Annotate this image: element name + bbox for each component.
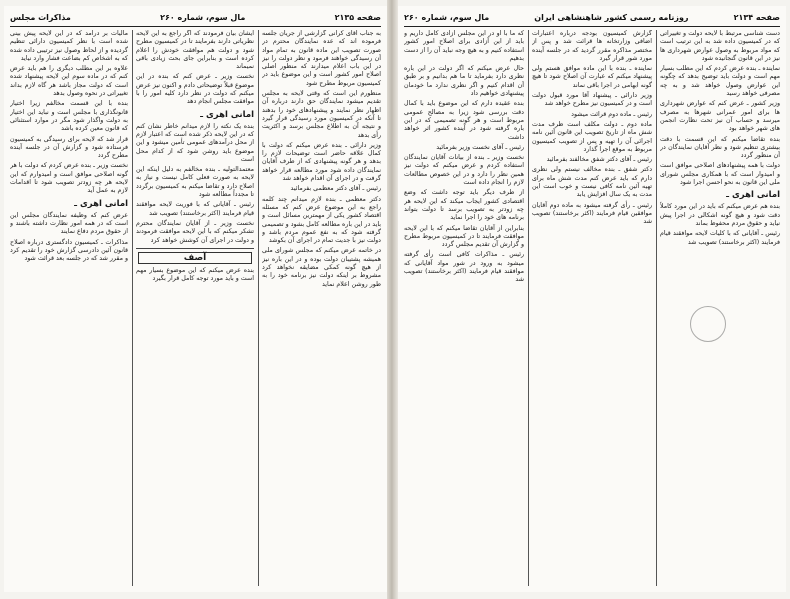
speaker-heading: امانی اهری ـ [726,190,780,201]
paragraph: بنابراین از آقایان تقاضا میکنم که با این لایحه موافقت فرمایند تا در کمیسیون مربوط مطرح و گزارش آن تقدیم مجلس گردد [404,224,524,249]
paragraph: وزیر دارائی ـ بنده عرض میکنم که دولت با کمال علاقه حاضر است توضیحات لازم را بدهد و هر گونه پیشنهادی که از طرف آقایان نمایندگان داده شود مورد مطالعه قرار خواهد گرفت و در اجرای آن اقدام خواهد شد [262,141,381,183]
left-column-3 [10,30,128,588]
left-header-rule [10,26,381,27]
right-page-session: مال سوم، شماره ۲۶۰ [404,13,490,22]
paragraph: دکتر معظمی ـ بنده لازم میدانم چند کلمه راجع به این موضوع عرض کنم که مسئله اقتصاد کشور یکی از مهمترین مسائل است و باید در این باره مطالعه کامل بشود و تصمیمی گرفته شود که به نفع عموم مردم باشد و دولت نیز با جدیت تمام در اجرای آن بکوشد [262,195,381,245]
paragraph: معتمدالتولیه ـ بنده مخالفم به دلیل اینکه این لایحه به صورت فعلی کامل نیست و نیاز به اصلاح دارد و تقاضا میکنم به کمیسیون برگردد تا مجدداً مطالعه شود [136,166,254,199]
paragraph: نماینده ـ بنده عرض کردم که این مطلب بسیار مهم است و دولت باید توضیح بدهد که چگونه این عوارض وصول خواهد شد و به چه مصرفی خواهد رسید [660,65,780,98]
right-page-number: صفحه ۲۱۳۴ [733,13,780,22]
paragraph: دست شناسی مرتبط با لایحه دولت و تغییراتی که در کمیسیون داده شد به این ترتیب است که مواد مربوط به وصول عوارض شهرداری ها نیز در این قانون گنجانیده شود [660,30,780,62]
right-page-title: روزنامه رسمی کشور شاهنشاهی ایران [534,13,689,22]
left-page-title: مذاکرات مجلس [10,13,71,22]
paragraph: مالیات بر درآمد که در این لایحه پیش بینی شده است با نظر کمیسیون دارائی تنظیم گردیده و از لحاظ وصول نیز ترتیبی داده شده که به اشخاص کم بضاعت فشار وارد نیاید [10,30,128,62]
left-column-1 [262,30,381,588]
paragraph: وزیر دارائی ـ پیشنهاد آقا مورد قبول دولت است و در کمیسیون نیز مطرح خواهد شد [532,92,652,108]
right-page-header [404,10,780,25]
paragraph: بنده با این قسمت مخالفم زیرا اختیار قانونگذاری با مجلس است و نباید این اختیار به دولت واگذار شود مگر در موارد استثنائی که قانون معین کرده باشد [10,100,128,133]
right-column-1 [660,30,780,588]
column-rule [656,30,657,586]
paragraph: نخست وزیر ـ از آقایان نمایندگان محترم تشکر میکنم که با این لایحه موافقت فرمودند و دولت در اجرای آن کوشش خواهد کرد [136,219,254,244]
paragraph: نماینده ـ بنده با این ماده موافق هستم ولی پیشنهاد میکنم که عبارت آن اصلاح شود تا هیچ گونه ابهامی در اجرا باقی نماند [532,65,652,89]
paragraph: رئیس ـ ماده دوم قرائت میشود [571,110,652,118]
paragraph: بنده عقیده دارم که این موضوع باید با کمال دقت بررسی شود زیرا به مصالح عمومی مربوط است و هر گونه تصمیمی که در این باره گرفته شود در آینده کشور اثر خواهد داشت [404,100,524,141]
section-heading-box: آصف [138,252,252,264]
paragraph: منظورم این است که وقتی لایحه به مجلس تقدیم میشود نمایندگان حق دارند درباره آن اظهار نظر نمایند و پیشنهادهای خود را بدهند تا آنکه در کمیسیون مورد رسیدگی قرار گیرد و نتیجه آن به اطلاع مجلس برسد و اکثریت رأی بدهد [262,90,381,139]
right-column-2 [532,30,652,588]
paragraph: رئیس ـ آقای نخست وزیر بفرمائید [436,143,524,151]
speaker-heading: امانی اهری ـ [200,109,254,120]
paragraph: رئیس ـ آقای دکتر شفق مخالفند بفرمائید [546,156,652,164]
paragraph: که ما با او در این مجلس آزادی کامل داریم و باید از این آزادی برای اصلاح امور کشور استفاده کنیم و به هیچ وجه نباید آن را از دست بدهیم [404,30,524,62]
section-divider [136,248,254,249]
paragraph: نخست وزیر ـ بنده از بیانات آقایان نمایندگان استفاده کردم و عرض میکنم که دولت نیز همین نظر را دارد و در این خصوص مطالعات لازم را انجام داده است [404,154,524,187]
paragraph: رئیس ـ مذاکرات کافی است رأی گرفته میشود به ورود در شور مواد آقایانی که موافقند قیام فرمایند (اکثر برخاستند) تصویب شد [404,251,524,284]
book-gutter [387,0,398,599]
left-page-number: صفحه ۲۱۳۵ [334,13,381,22]
paragraph: بنده هم عرض میکنم که باید در این مورد کاملاً دقت شود و هیچ گونه اشکالی در اجرا پیش نیاید و حقوق مردم محفوظ بماند [660,203,780,227]
paragraph: بنده یک نکته را لازم میدانم خاطر نشان کنم که در این لایحه ذکر شده است که اعتبار لازم از محل درآمدهای عمومی تأمین میشود و این موضوع باید روشن شود که از کدام محل است [136,122,254,163]
paragraph: ماده دوم ـ دولت مکلف است ظرف مدت شش ماه از تاریخ تصویب این قانون آئین نامه اجرائی آن را تهیه و پس از تصویب کمیسیون مربوط به موقع اجرا گذارد [532,120,652,153]
paragraph: وزیر کشور ـ عرض کنم که عوارض شهرداری ها برای امور عمرانی شهرها به مصرف میرسد و حساب آن نیز تحت نظارت انجمن های شهر خواهد بود [660,100,780,133]
paragraph: دکتر شفق ـ بنده مخالف نیستم ولی نظری دارم که باید عرض کنم مدت شش ماه برای تهیه آئین نامه کافی نیست و خوب است این مدت به یک سال افزایش یابد [532,166,652,199]
paragraph: علاوه بر این مطلب دیگری را هم باید عرض کنم که در ماده سوم این لایحه پیشنهاد شده است که دولت مجاز باشد هر گاه لازم بداند تغییراتی در نحوه وصول بدهد [10,65,128,98]
paragraph: بنده عرض میکنم که این موضوع بسیار مهم است و باید مورد توجه کامل قرار بگیرد [136,267,254,283]
left-page-session: مال سوم، شماره ۲۶۰ [160,13,246,22]
paragraph: رئیس ـ آقای دکتر معظمی بفرمائید [290,185,381,193]
paragraph: عرض کنم که وظیفه نمایندگان مجلس این است که در همه امور نظارت داشته باشند و از حقوق مردم دفاع نمایند [10,211,128,236]
paragraph: حال عرض میکنم که اگر دولت در این باره نظری دارد بفرماید تا ما هم بدانیم و بر طبق آن اقدام کنیم و اگر نظری ندارد ما خودمان پیشنهادی خواهیم داد [404,65,524,98]
paragraph: در خاتمه عرض میکنم که مجلس شورای ملی همیشه پشتیبان دولت بوده و در این باره نیز از هیچ گونه کمکی مضایقه نخواهد کرد مشروط بر اینکه دولت نیز برنامه خود را به طور روشن اعلام نماید [262,247,381,288]
paragraph: از طرف دیگر باید توجه داشت که وضع اقتصادی کشور ایجاب میکند که این لایحه هر چه زودتر به تصویب برسد تا دولت بتواند برنامه های خود را اجرا نماید [404,189,524,222]
paragraph: نخست وزیر ـ بنده عرض کردم که دولت با هر گونه اصلاحی موافق است و امیدوارم که این لایحه هر چه زودتر تصویب شود تا اقدامات لازم به عمل آید [10,162,128,195]
paragraph: قرار شد که لایحه برای رسیدگی به کمیسیون فرستاده شود و گزارش آن در جلسه آینده مطرح گردد [10,135,128,160]
paragraph: رئیس ـ آقایانی که با کلیات لایحه موافقند قیام فرمایند (اکثر برخاستند) تصویب شد [660,230,780,246]
paragraph: ایشان بیان فرمودند که اگر راجع به این لایحه نظریاتی دارند بفرمایند تا در کمیسیون مطرح شود و دولت هم موافقت خودش را اعلام کرده است و بنابراین جای بحث زیادی باقی نمیماند [136,30,254,71]
right-page [398,6,786,592]
paragraph: گزارش کمیسیون بودجه درباره اعتبارات اضافی وزارتخانه ها قرائت شد و پس از مختصر مذاکره مقرر گردید که در جلسه آینده مورد شور قرار گیرد [532,30,652,62]
column-rule [528,30,529,586]
right-column-3 [404,30,524,588]
speaker-heading: امانی اهری ـ [74,198,128,209]
right-header-rule [404,26,780,27]
paragraph: به جناب آقای کرانی گزارشی از جریان جلسه فرموده اند که عده نمایندگان محترم در صورت تصویب این ماده قانون به تمام مواد آن رسیدگی خواهند فرمود و نظر دولت را نیز در این باب اعلام میدارند که منظور اصلی اصلاح امور کشور است و این موضوع باید در کمیسیون مربوط مطرح شود [262,30,381,87]
paragraph: رئیس ـ رأی گرفته میشود به ماده دوم آقایان موافقین قیام فرمایند (اکثر برخاستند) تصویب شد [532,201,652,226]
paragraph: بنده تقاضا میکنم که این قسمت با دقت بیشتری تنظیم شود و نظر آقایان نمایندگان در آن منظور گردد [660,135,780,160]
left-column-2 [136,30,254,588]
paragraph: رئیس ـ آقایانی که با فوریت لایحه موافقند قیام فرمایند (اکثر برخاستند) تصویب شد [136,201,254,217]
column-rule [132,30,133,586]
paragraph: نخست وزیر ـ عرض کنم که بنده در این موضوع قبلاً توضیحاتی دادم و اکنون نیز عرض میکنم که دولت در نظر دارد کلیه امور را با موافقت مجلس انجام دهد [136,73,254,106]
left-page [4,6,387,592]
library-stamp [690,306,726,342]
left-page-header [10,10,381,25]
paragraph: مذاکرات ـ کمیسیون دادگستری درباره اصلاح قانون آئین دادرسی گزارش خود را تقدیم کرد و مقرر شد که در جلسه بعد قرائت شود [10,238,128,263]
paragraph: دولت با همه پیشنهادهای اصلاحی موافق است و امیدوار است که با همکاری مجلس شورای ملی این قانون به نحو احسن اجرا شود [660,162,780,187]
column-rule [258,30,259,586]
